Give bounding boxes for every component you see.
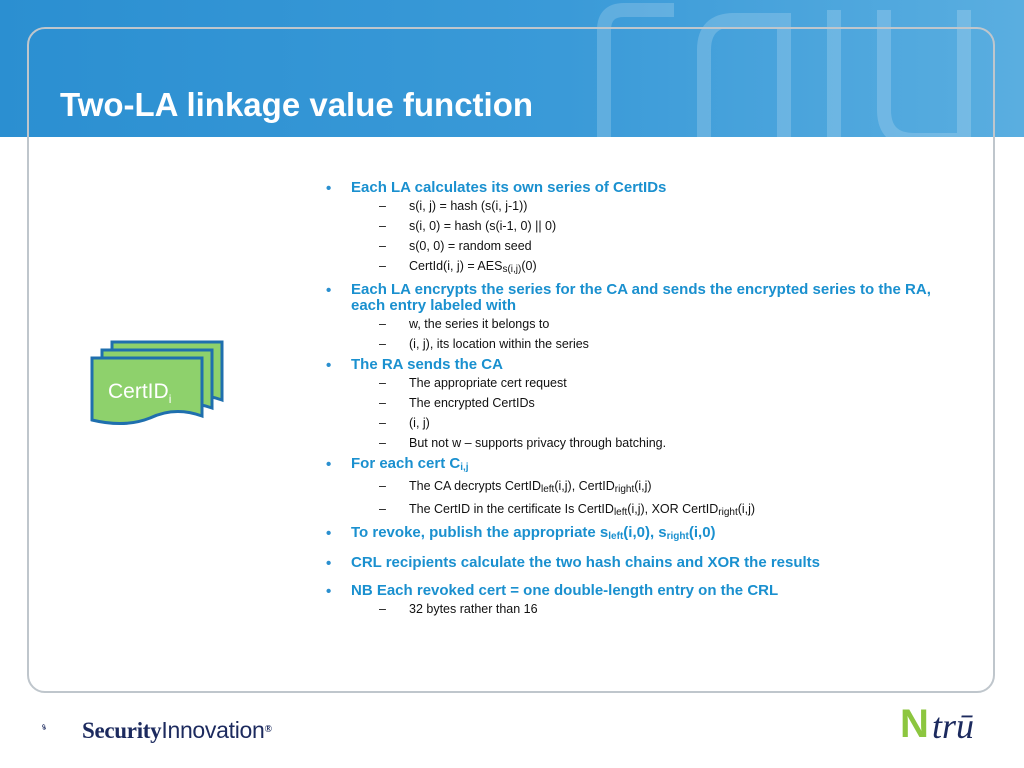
sub-bullet-item: – s(0, 0) = random seed: [379, 239, 532, 253]
sub-bullet-item: – 32 bytes rather than 16: [379, 602, 538, 616]
ntru-logo-n: N: [900, 702, 929, 746]
sub-bullet-text: (i, j), its location within the series: [409, 337, 589, 351]
subscript: right: [614, 484, 635, 495]
bullet-item: [326, 357, 966, 451]
sub-bullet-item: – The CertID in the certificate Is CertID$_{left}$(i,j), XOR CertID$_{right}$(i,j): [379, 502, 756, 518]
sub-bullet-item: – The appropriate cert request: [379, 376, 567, 390]
sub-bullet-item: – CertId(i, $j) = AES_{s(i,j)}(0)$: [379, 259, 537, 275]
title-banner: [0, 0, 1024, 137]
bullet-text: Each LA calculates its own series of CertIDs: [351, 179, 667, 196]
bullet-dot-icon: •: [326, 357, 332, 374]
sub-bullet-text: w, the series it belongs to: [409, 317, 550, 331]
sub-bullet-text: 32 bytes rather than 16: [409, 602, 538, 616]
sub-bullet-item: – w, the series it belongs to: [379, 317, 550, 331]
security-innovation-wordmark: SecurityInnovation®: [82, 717, 272, 743]
slide-title: Two-LA linkage value function: [60, 86, 534, 123]
sub-bullet-text: (i, j): [409, 416, 430, 430]
bullet-dot-icon: •: [326, 180, 332, 197]
sub-bullet-text: CertId(i, j) = AES: [409, 259, 503, 273]
bullet-text: To revoke, publish the appropriate $s_{left}(i,0)$, $s_{right}(i,0)$: [351, 524, 716, 542]
bullet-text: NB Each revoked cert = one double-length entry on the CRL: [351, 582, 779, 599]
bullet-item: [326, 456, 966, 520]
bullet-item: [326, 583, 966, 617]
subscript: right: [666, 531, 689, 542]
bullet-dot-icon: •: [326, 555, 332, 572]
certid-label-sub: i: [168, 392, 172, 406]
subscript: i,j: [460, 462, 469, 473]
sub-bullet-item: – (i, j): [379, 416, 430, 430]
banner-watermark-graphic: [584, 0, 1004, 137]
sub-bullet-item: – The encrypted CertIDs: [379, 396, 535, 410]
bullet-item: [326, 282, 966, 352]
ntru-logo-text: trū: [932, 706, 975, 746]
bullet-item: [326, 525, 966, 545]
subscript: right: [718, 507, 738, 518]
subscript: s(i,j): [502, 264, 522, 275]
sub-bullet-text: s(0, 0) = random seed: [409, 239, 532, 253]
subscript: left: [541, 484, 555, 495]
bullet-text: The RA sends the CA: [351, 356, 503, 373]
sub-bullet-text: s(i, 0) = hash (s(i-1, 0) || 0): [409, 219, 557, 233]
bullet-text: Each LA encrypts the series for the CA and sends the encrypted series to the RA, each entry labeled with: [351, 281, 931, 314]
sub-bullet-text: The appropriate cert request: [409, 376, 567, 390]
sub-bullet-text: (0): [521, 259, 537, 273]
certid-label: CertID: [108, 380, 169, 403]
sub-bullet-item: – But not w – supports privacy through batching.: [379, 436, 667, 450]
bullet-list-area: [326, 180, 966, 622]
bullet-dot-icon: •: [326, 583, 332, 600]
svg-text:CertIDi: [108, 380, 171, 406]
sub-bullet-item: – (i, j), its location within the series: [379, 337, 589, 351]
sub-bullet-item: – s(i, j) = hash (s(i, j-1)): [379, 199, 528, 213]
security-innovation-logo-icon: [42, 706, 78, 748]
bullet-dot-icon: •: [326, 525, 332, 542]
sub-bullet-text: But not w – supports privacy through batching.: [409, 436, 667, 450]
bullet-item: [326, 180, 966, 277]
bullet-text: CRL recipients calculate the two hash chains and XOR the results: [351, 554, 821, 571]
sub-bullet-text: s(i, j) = hash (s(i, j-1)): [409, 199, 528, 213]
bullet-item: [326, 555, 966, 571]
bullet-text: For each cert $C_{i,j}$: [351, 455, 469, 473]
bullet-dot-icon: •: [326, 282, 332, 299]
bullet-dot-icon: •: [326, 456, 332, 473]
sub-bullet-item: – s(i, 0) = hash (s(i-1, 0) || 0): [379, 219, 557, 233]
sub-bullet-text: The encrypted CertIDs: [409, 396, 535, 410]
subscript: left: [613, 507, 628, 518]
certid-stack-graphic: [90, 340, 230, 430]
ntru-logo: [900, 702, 1010, 746]
subscript: left: [608, 531, 624, 542]
sub-bullet-item: – The CA decrypts CertID$_{left}$(i,j), CertID$_{right}$(i,j): [379, 479, 652, 495]
